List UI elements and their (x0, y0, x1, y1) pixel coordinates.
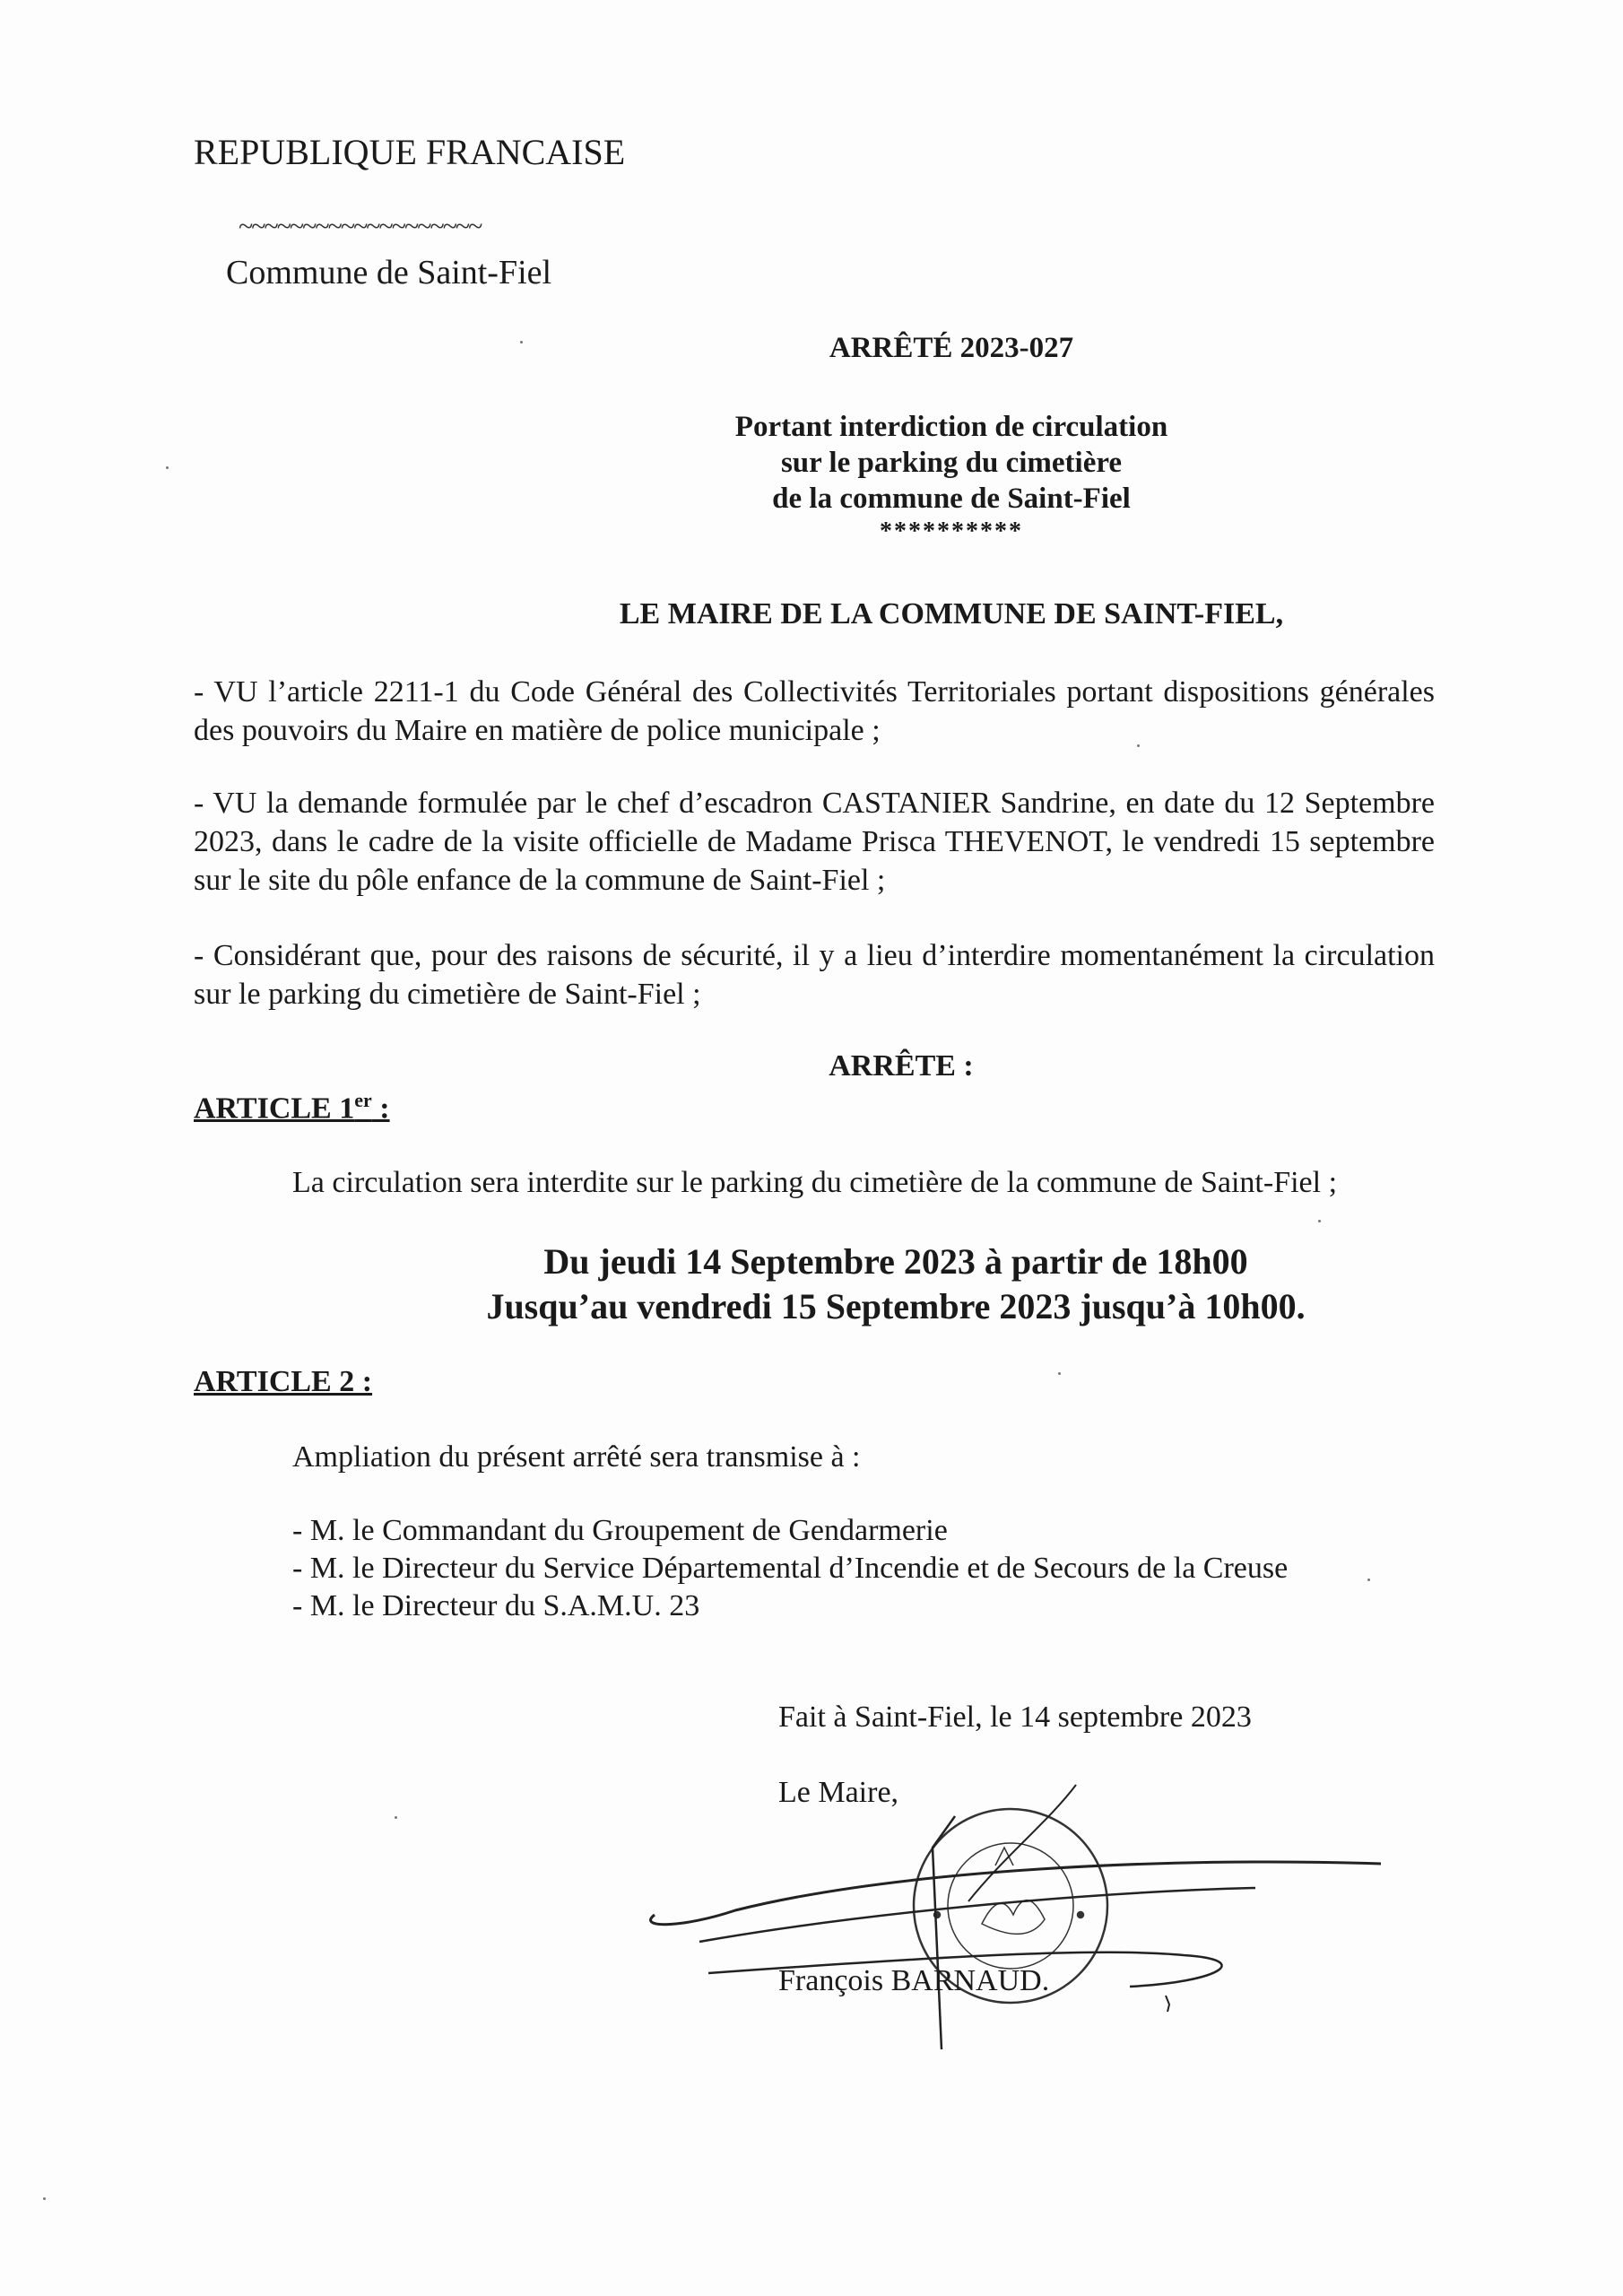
signature-stroke (699, 1888, 1255, 1942)
signature-stroke (933, 1816, 955, 2049)
arrete-subject (140, 409, 1623, 517)
recipient-item: - M. le Directeur du S.A.M.U. 23 (292, 1589, 700, 1622)
signature-stroke (968, 1785, 1076, 1901)
date-from: Du jeudi 14 Septembre 2023 à partir de 18h00 (543, 1241, 1248, 1282)
signatory-name: François BARNAUD. (778, 1964, 1050, 1997)
arrete-heading: ARRÊTE : (829, 1049, 974, 1083)
official-stamp-and-signature (628, 1686, 1435, 2063)
scan-speck (1367, 1578, 1370, 1581)
place-date: Fait à Saint-Fiel, le 14 septembre 2023 (778, 1700, 1252, 1734)
subject-line-1: Portant interdiction de circulation (734, 411, 1168, 443)
stars-separator: ********** (880, 517, 1023, 545)
recipient-item: - M. le Commandant du Groupement de Gendarmerie (292, 1514, 948, 1547)
article-1-colon: : (371, 1091, 390, 1126)
consideration-1: - VU l’article 2211-1 du Code Général des Collectivités Territoriales portant dispositions générales des pouvoirs du Maire en matière de police municipale ; (194, 675, 1435, 747)
signature-stroke (1166, 1996, 1169, 2012)
consideration-2: - VU la demande formulée par le chef d’escadron CASTANIER Sandrine, en date du 12 Septembre 2023, dans le cadre de la visite officielle de Madame Prisca THEVENOT, le vendredi 15 septembre sur le site du pôle enfance de la commune de Saint-Fiel ; (194, 787, 1435, 897)
article-1-dates (84, 1239, 1623, 1329)
scan-speck (395, 1816, 397, 1819)
recipient-list (292, 1512, 1288, 1625)
signature-stroke (651, 1862, 1381, 1925)
article-2-text: Ampliation du présent arrêté sera transmise à : (292, 1440, 861, 1474)
signatory-role: Le Maire, (778, 1776, 899, 1809)
arrete-number: ARRÊTÉ 2023-027 (829, 332, 1074, 364)
article-2-label: ARTICLE 2 : (194, 1365, 373, 1398)
article-1-sup: er (354, 1089, 372, 1111)
article-1-label-text: ARTICLE 1 (194, 1091, 355, 1126)
scan-speck (43, 2197, 46, 2200)
commune-name: Commune de Saint-Fiel (226, 254, 552, 291)
scan-speck (520, 341, 523, 344)
subject-line-2: sur le parking du cimetière (780, 447, 1123, 479)
scan-speck (166, 466, 169, 469)
header-separator: ~~~~~~~~~~~~~~~~~~~ (239, 212, 482, 241)
recipient-item: - M. le Directeur du Service Départemental d’Incendie et de Secours de la Creuse (292, 1552, 1289, 1585)
subject-line-3: de la commune de Saint-Fiel (772, 483, 1131, 515)
article-1-text: La circulation sera interdite sur le parking du cimetière de la commune de Saint-Fiel ; (292, 1166, 1338, 1199)
scan-speck (1137, 744, 1140, 747)
scan-speck (1318, 1220, 1321, 1222)
date-to: Jusqu’au vendredi 15 Septembre 2023 jusqu’à 10h00. (486, 1286, 1306, 1326)
consideration-3: - Considérant que, pour des raisons de sécurité, il y a lieu d’interdire momentanément la circulation sur le parking du cimetière de Saint-Fiel ; (194, 939, 1435, 1011)
article-1-label (194, 1089, 390, 1126)
scan-speck (1058, 1372, 1061, 1375)
republique-heading: REPUBLIQUE FRANCAISE (194, 132, 626, 172)
authority-heading: LE MAIRE DE LA COMMUNE DE SAINT-FIEL, (619, 597, 1284, 631)
